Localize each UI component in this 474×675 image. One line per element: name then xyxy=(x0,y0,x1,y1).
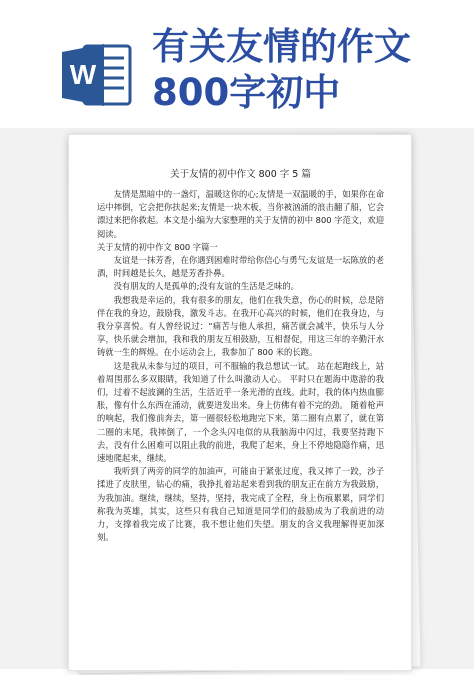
document-content xyxy=(97,167,384,544)
paragraph-intro: 友情是黑暗中的一盏灯，温暖这你的心;友情是一双温暖的手，如果你在命运中摔倒，它会把你扶起来;友情是一块木板，当你被汹涌的浪击翻了船，它会漂过来把你救起。本文是小编为大家整理的关于友情的初中 800 字范文，欢迎阅读。 xyxy=(97,189,384,239)
paragraph: 没有朋友的人是孤单的;没有友谊的生活是乏味的。 xyxy=(113,281,299,292)
document-page xyxy=(68,134,412,671)
paragraph: 我听到了两旁的同学的加油声，可能由于紧张过度，我又摔了一跤，沙子揉进了皮肤里，钻心的痛，我挣扎着站起来看到我的朋友正在前方为我鼓励，为我加油。继续，继续，坚持，坚持，我完成了全程，身上伤痕累累，同学们称我为英雄，其实，这些只有我自己知道是同学们的鼓励成为了我前进的动力，支撑着我完成了比赛，我不想让他们失望。朋友的含义我理解得更加深刻。 xyxy=(97,466,384,543)
word-document-icon xyxy=(60,40,134,110)
paragraph: 友谊是一抹芳香，在你遇到困难时带给你信心与勇气;友谊是一坛陈放的老酒，时间越是长久，越是芳香扑鼻。 xyxy=(97,255,384,279)
word-icon-letter: W xyxy=(69,59,97,90)
paragraph: 我想我是幸运的，我有很多的朋友，他们在我失意，伤心的时候，总是陪伴在我的身边，鼓励我，激发斗志。在我开心高兴的时候，他们在我身边，与我分享喜悦。有人曾经说过：“痛苦与他人承担，痛苦就会减半，快乐与人分享，快乐就会增加，我和我的朋友互相鼓励，互相督促，用这三年的辛勤汗水铸就一生的辉煌。在小运动会上，我参加了 800 米的长跑。 xyxy=(97,294,384,358)
document-title: 关于友情的初中作文 800 字 5 篇 xyxy=(170,169,311,180)
paragraph: 这是我从未参与过的项目，可不服输的我总想试一试。 站在起跑线上，站着周围那么多双眼睛，我知道了什么叫激动人心。 平时只在题海中遨游的我们，过着不起波澜的生活，生活近乎一条光滑的直线。此时，我的体内热血膨胀，像有什么东西在涌动，就要迸发出来。身上仿佛有着不完的劲。 随着枪声的响起，我们像前奔去，第一圈很轻松地跑完下来，第二圈有点累了，就在第二圈的末尾，我摔倒了，一个念头闪电似的从我脑海中闪过，我要坚持跑下去，没有什么困难可以阻止我的前进，我爬了起来，身上不停地隐隐作痛，迅速地爬起来，继续。 xyxy=(97,360,384,464)
section-heading: 关于友情的初中作文 800 字篇一 xyxy=(97,241,218,252)
banner xyxy=(0,0,474,128)
banner-title: 有关友情的作文800字初中 xyxy=(152,25,411,114)
